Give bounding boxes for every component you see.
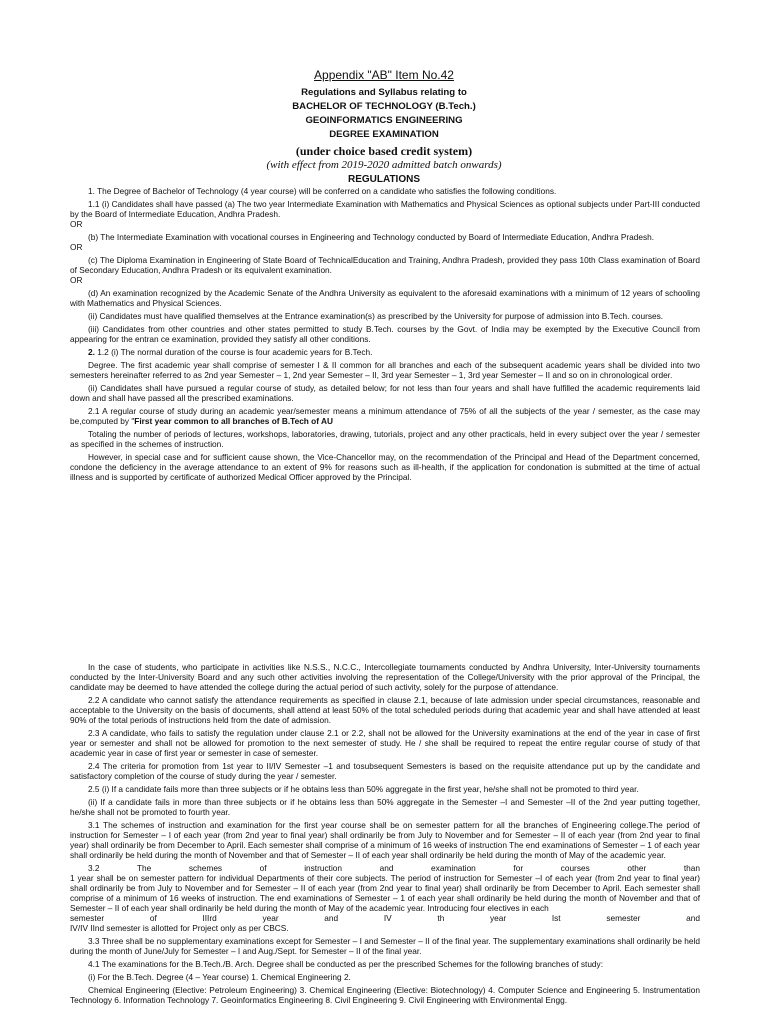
regulations-body-part1 bbox=[70, 186, 700, 485]
regulations-body-part2 bbox=[70, 662, 700, 1008]
paragraph: (b) The Intermediate Examination with vocational courses in Engineering and Technology conducted by Board of Intermediate Education, Andhra Pradesh. bbox=[88, 232, 655, 242]
spread-line: semester of IIIrd year and IV th year Ist semester and bbox=[70, 913, 700, 923]
paragraph-text: IV/IV IInd semester is allotted for Project only as per CBCS. bbox=[70, 923, 289, 933]
paragraph: Totaling the number of periods of lectures, workshops, laboratories, drawing, tutorials, project and any other practicals, held in every subject over the year / semester as specified in the schemes of instruction. bbox=[70, 429, 700, 449]
or-separator: OR bbox=[70, 275, 83, 285]
clause-number: 2. bbox=[88, 347, 95, 357]
header-line-effect: (with effect from 2019-2020 admitted batch onwards) bbox=[266, 159, 502, 171]
paragraph: 1. The Degree of Bachelor of Technology (4 year course) will be conferred on a candidate who satisfies the following conditions. bbox=[88, 186, 557, 196]
header-line-regulations: Regulations and Syllabus relating to bbox=[301, 87, 467, 98]
paragraph: 1.1 (i) Candidates shall have passed (a) The two year Intermediate Examination with Mathematics and Physical Sciences as optional subjects under Part-III conducted by the Board of Intermediate Education, Andhra Pradesh. bbox=[70, 199, 700, 219]
appendix-title: Appendix "AB" Item No.42 bbox=[314, 68, 454, 82]
paragraph-3-2 bbox=[70, 863, 700, 933]
paragraph: 3.1 The schemes of instruction and examination for the first year course shall be on semester pattern for all the branches of Engineering college.The period of instruction for Semester – I of each year (from 2nd year to final year) shall ordinarily be from July to November and for Semester – II of each year (from 2nd year to final year) shall ordinarily be from December to April. Each semester shall comprise of a minimum of 16 weeks of instruction The end examinations of Semester – 1 of each year shall ordinarily be held during the month of November and that of Semester – II of each year shall ordinarily be held during the month of May of the academic year. bbox=[70, 820, 700, 860]
paragraph: (iii) Candidates from other countries and other states permitted to study B.Tech. courses by the Govt. of India may be exempted by the Executive Council from appearing for the entran ce examination, provided they satisfy all other conditions. bbox=[70, 324, 700, 344]
paragraph: 2.4 The criteria for promotion from 1st year to II/IV Semester –1 and tosubsequent Semesters is based on the requisite attendance put up by the candidate and satisfactory completion of the course of study during the year / semester. bbox=[70, 761, 700, 781]
section-heading: REGULATIONS bbox=[347, 174, 421, 185]
header-line-branch: GEOINFORMATICS ENGINEERING bbox=[305, 115, 463, 126]
paragraph: (i) For the B.Tech. Degree (4 – Year course) 1. Chemical Engineering 2. bbox=[88, 972, 351, 982]
paragraph: (ii) Candidates must have qualified themselves at the Entrance examination(s) as prescribed by the University for purpose of admission into B.Tech. courses. bbox=[88, 311, 664, 321]
paragraph bbox=[70, 406, 700, 426]
paragraph-text: 1 year shall be on semester pattern for individual Departments of their core subjects. The period of instruction for Semester –I of each year (from 2nd year to final year) shall ordinarily be from July to November and for Semester – II of each year (from 2nd year to final year) shall ordinarily be from December to April. Each semester shall comprise of a minimum of 16 weeks of instruction. The end examinations of Semester – 1 of each year shall ordinarily be held during the month of November and that of Semester – II of each year shall ordinarily be held during the month of May of the academic year. Introducing four electives in each bbox=[70, 873, 700, 913]
paragraph-text: 2.1 A regular course of study during an academic year/semester means a minimum attendance of 75% of all the subjects of the year / semester, as the case may be,computed by " bbox=[70, 406, 700, 426]
paragraph: (c) The Diploma Examination in Engineering of State Board of TechnicalEducation and Training, Andhra Pradesh, provided they pass 10th Class examination of Board of Secondary Education, Andhra Pradesh or its equivalent examination. bbox=[70, 255, 700, 275]
paragraph: However, in special case and for sufficient cause shown, the Vice-Chancellor may, on the recommendation of the Principal and Head of the Department concerned, condone the deficiency in the average attendance to an extent of 9% for reasons such as ill-health, if the application for condonation is submitted at the time of actual illness and is supported by certificate of authorized Medical Officer approved by the Principal. bbox=[70, 452, 700, 482]
paragraph-text: 1.2 (i) The normal duration of the course is four academic years for B.Tech. bbox=[94, 347, 373, 357]
header-line-cbcs: (under choice based credit system) bbox=[295, 144, 473, 158]
paragraph: 4.1 The examinations for the B.Tech./B. Arch. Degree shall be conducted as per the prescribed Schemes for the following branches of study: bbox=[88, 959, 604, 969]
paragraph: (ii) Candidates shall have pursued a regular course of study, as detailed below; for not less than four years and shall have fulfilled the academic requirements laid down and shall have passed all the prescribed examinations. bbox=[70, 383, 700, 403]
paragraph: (ii) If a candidate fails in more than three subjects or if he obtains less than 50% aggregate in the Semester –I and Semester –II of the 2nd year putting together, he/she shall not be promoted to fourth year. bbox=[70, 797, 700, 817]
paragraph: Chemical Engineering (Elective: Petroleum Engineering) 3. Chemical Engineering (Elective: Biotechnology) 4. Computer Science and Engineering 5. Instrumentation Technology 6. Information Technology 7. Geoinformatics Engineering 8. Civil Engineering 9. Civil Engineering with Environmental Engg. bbox=[70, 985, 700, 1005]
bold-note: First year common to all branches of B.Tech of AU bbox=[134, 416, 333, 426]
paragraph bbox=[70, 347, 700, 357]
paragraph: 3.3 Three shall be no supplementary examinations except for Semester – I and Semester – II of the final year. The supplementary examinations shall ordinarily be held during the month of June/July for Semester – I and Aug./Sept. for Semester – II of the final year. bbox=[70, 936, 700, 956]
paragraph: 2.2 A candidate who cannot satisfy the attendance requirements as specified in clause 2.1, because of late admission under special circumstances, reasonable and acceptable to the University on the basis of documents, shall attend at least 50% of the total scheduled periods during that academic year and shall have attended at least 90% of the total periods of instructions held from the date of admission. bbox=[70, 695, 700, 725]
spread-line: 3.2 The schemes of instruction and examination for courses other than bbox=[88, 863, 700, 873]
paragraph: (d) An examination recognized by the Academic Senate of the Andhra University as equivalent to the aforesaid examinations with a minimum of 12 years of schooling with Mathematics and Physical Sciences. bbox=[70, 288, 700, 308]
or-separator: OR bbox=[70, 242, 83, 252]
paragraph: In the case of students, who participate in activities like N.S.S., N.C.C., Intercollegiate tournaments conducted by Andhra University, Inter-University tournaments conducted by the Inter-University Board and any such other activities involving the representation of the College/University with the prior approval of the Principal, the candidate may be deemed to have attended the college during the actual period of such activity, solely for the purpose of attendance. bbox=[70, 662, 700, 692]
or-separator: OR bbox=[70, 219, 83, 229]
paragraph: 2.5 (i) If a candidate fails more than three subjects or if he obtains less than 50% aggregate in the first year, he/she shall not be promoted to third year. bbox=[88, 784, 639, 794]
header-line-degree: BACHELOR OF TECHNOLOGY (B.Tech.) bbox=[292, 101, 476, 112]
paragraph: Degree. The first academic year shall comprise of semester I & II common for all branches and each of the subsequent academic years shall be divided into two semesters hereinafter referred to as 2nd year Semester – 1, 2nd year Semester – II, 3rd year Semester – 1, 3rd year Semester – II and so on in chronological order. bbox=[70, 360, 700, 380]
header-line-exam: DEGREE EXAMINATION bbox=[329, 129, 439, 140]
paragraph: 2.3 A candidate, who fails to satisfy the regulation under clause 2.1 or 2.2, shall not be allowed for the University examinations at the end of the year in case of first year or semester and shall not be allowed for promotion to the next semester of study. He / she shall be required to repeat the entire regular course of study of that academic year in case of first year or semester in case of semester. bbox=[70, 728, 700, 758]
